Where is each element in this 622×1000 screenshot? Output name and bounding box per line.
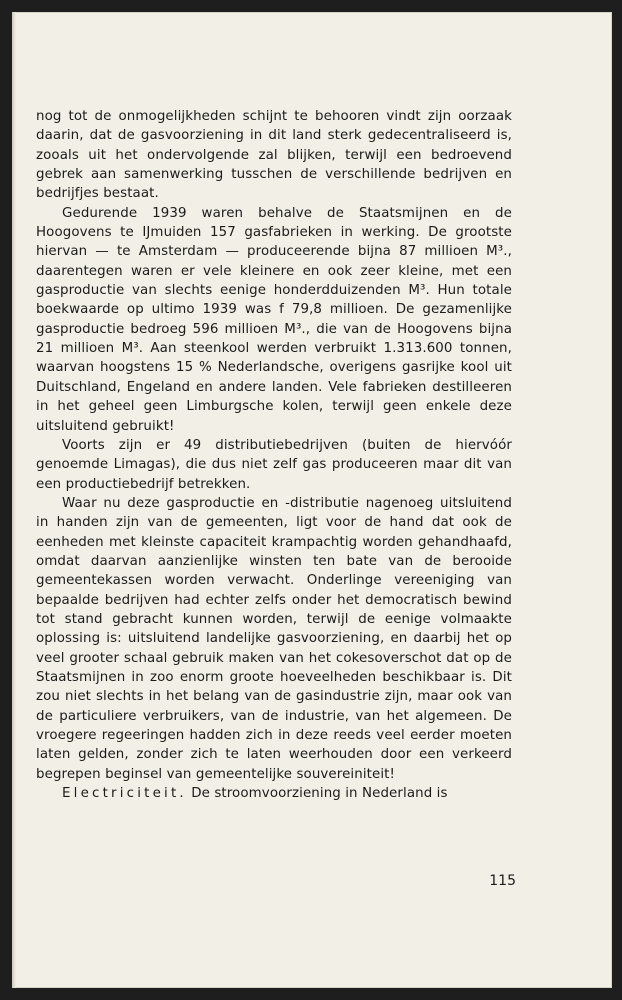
paragraph-1: nog tot de onmogelijkheden schijnt te behooren vindt zijn oorzaak daarin, dat de gasvoorziening in dit land sterk gedecentraliseerd is, zooals uit het ondervolgende zal blijken, terwijl een bedroevend gebrek aan samenwerking tusschen de verschillende bedrijven en bedrijfjes bestaat.	[36, 109, 512, 202]
page-number: 115	[489, 873, 516, 889]
paragraph-2: Gedurende 1939 waren behalve de Staatsmijnen en de Hoogovens te IJmuiden 157 gasfabrieken in werking. De grootste hiervan — te Amsterdam — produceerende bijna 87 millioen M³., daarentegen waren er vele kleinere en ook zeer kleine, met een gasproductie van slechts eenige honderdduizenden M³. Hun totale boekwaarde op ultimo 1939 was f 79,8 millioen. De gezamenlijke gasproductie bedroeg 596 millioen M³., die van de Hoogovens bijna 21 millioen M³. Aan steenkool werden verbruikt 1.313.600 tonnen, waarvan hoogstens 15 % Nederlandsche, overigens gasrijke kool uit Duitschland, Engeland en andere landen. Vele fabrieken destilleeren in het geheel geen Limburgsche kolen, terwijl geen enkele deze uitsluitend gebruikt!	[36, 205, 512, 434]
paragraph-5	[36, 784, 512, 803]
paragraph-4: Waar nu deze gasproductie en -distributie nagenoeg uitsluitend in handen zijn van de gemeenten, ligt voor de hand dat ook de eenheden met kleinste capaciteit krampachtig worden gehandhaafd, omdat daarvan aanzienlijke winsten ten bate van de berooide gemeentekassen worden verwacht. Onderlinge vereeniging van bepaalde bedrijven had echter zelfs onder het democratisch bewind tot stand gebracht kunnen worden, terwijl de eenige volmaakte oplossing is: uitsluitend landelijke gasvoorziening, en daarbij het op veel grooter schaal gebruik maken van het cokesoverschot dat op de Staatsmijnen in zoo enorm groote hoeveelheden beschikbaar is. Dit zou niet slechts in het belang van de gasindustrie zijn, maar ook van de particuliere verbruikers, van de industrie, van het algemeen. De vroegere regeeringen hadden zich in deze reeds veel eerder moeten laten gelden, zonder zich te laten weerhouden door een verkeerd begrepen beginsel van gemeentelijke souvereiniteit!	[36, 495, 512, 782]
paragraph-3: Voorts zijn er 49 distributiebedrijven (buiten de hiervóór genoemde Limagas), die dus niet zelf gas produceeren maar dit van een productiebedrijf betrekken.	[36, 437, 512, 492]
section-heading-electriciteit: Electriciteit.	[62, 786, 187, 802]
paragraph-5-text: De stroomvoorziening in Nederland is	[186, 786, 448, 802]
body-text	[36, 107, 512, 803]
page-spine-shadow	[12, 12, 16, 988]
